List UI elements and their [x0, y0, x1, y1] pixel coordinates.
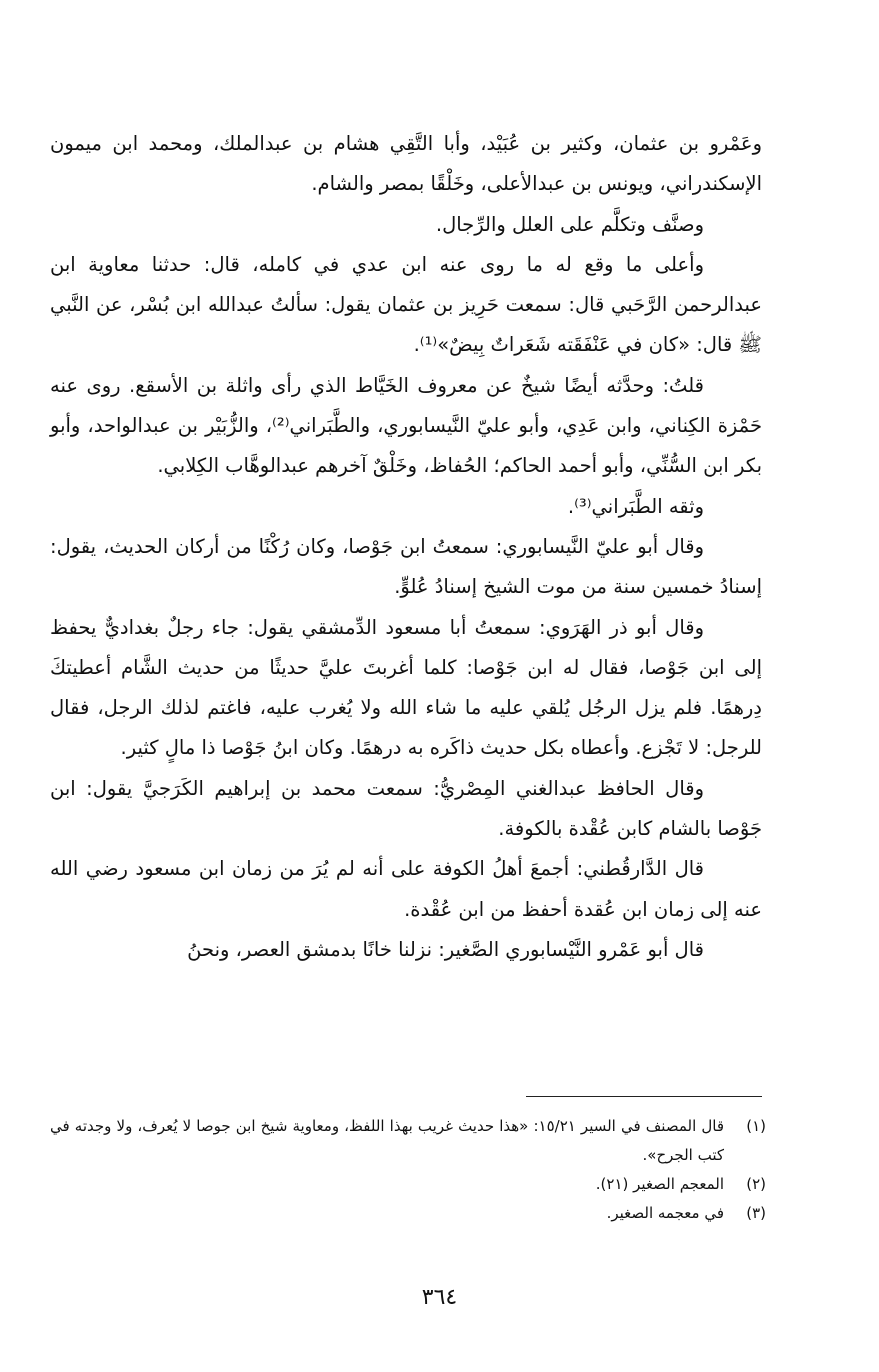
- paragraph: قال أبو عَمْرو النَّيْسابوري الصَّغير: نزلنا خانًا بدمشق العصر، ونحنُ: [187, 937, 704, 961]
- footnotes: [50, 1112, 766, 1228]
- page-number: ٣٦٤: [421, 1285, 458, 1310]
- paragraph: قال الدَّارقُطني: أجمعَ أهلُ الكوفة على أنه لم يُرَ من زمان ابن مسعود رضي الله عنه إلى زمان ابن عُقدة أحفظ من ابن عُقْدة.: [50, 857, 762, 921]
- paragraph: وقال أبو عليّ النَّيسابوري: سمعتُ ابن جَوْصا، وكان رُكْنًا من أركان الحديث، يقول: إسنادُ خمسين سنة من موت الشيخ إسنادُ عُلوٍّ.: [50, 534, 762, 599]
- paragraph: وقال أبو ذر الهَرَوي: سمعتُ أبا مسعود الدِّمشقي يقول: جاء رجلٌ بغداديٌّ يحفظ إلى ابن جَوْصا، فقال له ابن جَوْصا: كلما أغربتَ عليَّ حديثًا من حديث الشَّام أعطيتكَ دِرهمًا. فلم يزل الرجُل يُلقي عليه ما شاء الله ولا يُغرب عليه، فاغتم لذلك الرجل، فقال للرجل: لا تَجْزع. وأعطاه بكل حديث ذاكَره به درهمًا. وكان ابنُ جَوْصا ذا مالٍ كثير.: [50, 615, 762, 760]
- footnote-text: المعجم الصغير (٢١).: [595, 1175, 724, 1193]
- paragraph: وصنَّف وتكلَّم على العلل والرِّجال.: [435, 212, 704, 236]
- footnote-3: [50, 1199, 766, 1228]
- footnote-text: قال المصنف في السير ١٥/٢١: «هذا حديث غريب بهذا اللفظ، ومعاوية شيخ ابن جوصا لا يُعرف، ولا وجدته في كتب الجرح».: [50, 1117, 724, 1164]
- main-text-body: [50, 124, 762, 970]
- footnote-divider: [526, 1096, 762, 1097]
- footnote-number: (٢): [746, 1175, 766, 1193]
- paragraph: وقال الحافظ عبدالغني المِصْريُّ: سمعت محمد بن إبراهيم الكَرَجيَّ يقول: ابن جَوْصا بالشام كابن عُقْدة بالكوفة.: [50, 776, 762, 841]
- paragraph: وثقه الطَّبَراني⁽³⁾.: [567, 494, 704, 518]
- footnote-text: في معجمه الصغير.: [606, 1204, 724, 1222]
- paragraph: وأعلى ما وقع له ما روى عنه ابن عدي في كامله، قال: حدثنا معاوية ابن عبدالرحمن الرَّحَبي قال: سمعت حَرِيز بن عثمان يقول: سألتُ عبدالله ابن بُسْر، عن النَّبي ﷺ قال: «كان في عَنْفَقَته شَعَراتٌ بِيضٌ»⁽¹⁾.: [50, 252, 762, 357]
- footnote-number: (١): [746, 1117, 766, 1135]
- paragraph: وعَمْرو بن عثمان، وكثير بن عُبَيْد، وأبا التَّقِي هشام بن عبدالملك، ومحمد ابن ميمون الإسكندراني، ويونس بن عبدالأعلى، وخَلْقًا بمصر والشام.: [50, 132, 762, 196]
- footnote-number: (٣): [746, 1204, 766, 1222]
- paragraph: قلتُ: وحدَّثه أيضًا شيخٌ عن معروف الخَيَّاط الذي رأى واثلة بن الأسقع. روى عنه حَمْزة الكِناني، وابن عَدِي، وأبو عليّ النَّيسابوري، والطَّبَراني⁽²⁾، والزُّبَيْر بن عبدالواحد، وأبو بكر ابن السُّنِّي، وأبو أحمد الحاكم؛ الحُفاظ، وخَلْقٌ آخرهم عبدالوهَّاب الكِلابي.: [50, 373, 763, 478]
- footnote-2: [50, 1170, 766, 1199]
- footnote-1: [50, 1112, 766, 1170]
